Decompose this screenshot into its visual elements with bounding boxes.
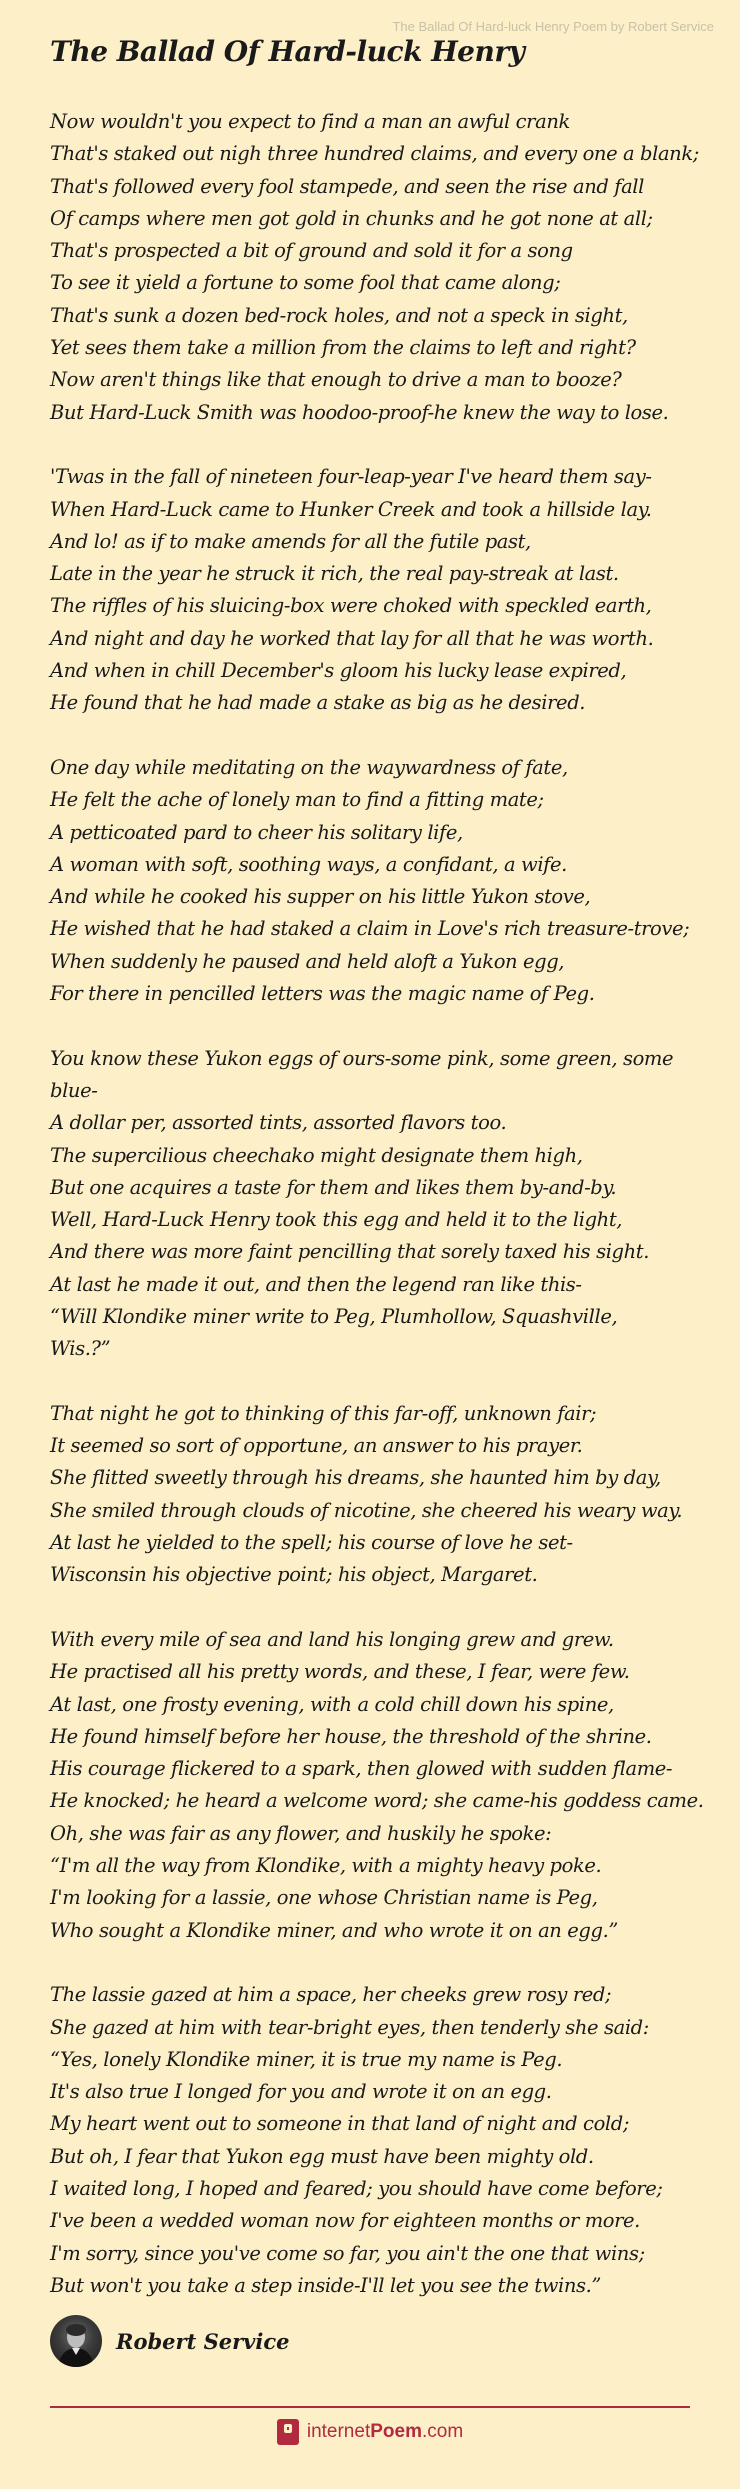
poem-stanza	[50, 461, 710, 719]
poem-stanza	[50, 752, 710, 1010]
poem-line: Yet sees them take a million from the claims to left and right?	[50, 336, 636, 360]
poem-line: The riffles of his sluicing-box were choked with speckled earth,	[50, 594, 652, 618]
poem-line: And lo! as if to make amends for all the futile past,	[50, 529, 531, 553]
poem-line: But oh, I fear that Yukon egg must have been mighty old.	[50, 2144, 594, 2168]
poem-line: With every mile of sea and land his longing grew and grew.	[50, 1627, 614, 1651]
poem-line: Well, Hard-Luck Henry took this egg and held it to the light,	[50, 1208, 623, 1232]
poem-line: But Hard-Luck Smith was hoodoo-proof-he knew the way to lose.	[50, 400, 669, 424]
poem-line: She gazed at him with tear-bright eyes, then tenderly she said:	[50, 2015, 649, 2039]
poem-line: “I'm all the way from Klondike, with a mighty heavy poke.	[50, 1854, 602, 1878]
poem-stanza	[50, 1979, 710, 2302]
footer-divider	[50, 2406, 690, 2408]
poem-line: At last, one frosty evening, with a cold chill down his spine,	[50, 1692, 614, 1716]
poem-line: At last he yielded to the spell; his course of love he set-	[50, 1531, 573, 1555]
poem-stanza	[50, 1624, 710, 1947]
poem-line: The lassie gazed at him a space, her cheeks grew rosy red;	[50, 1983, 612, 2007]
poem-line: He knocked; he heard a welcome word; she came-his goddess came.	[50, 1789, 704, 1813]
poem-line: Of camps where men got gold in chunks and he got none at all;	[50, 206, 653, 230]
poem-line: She smiled through clouds of nicotine, she cheered his weary way.	[50, 1498, 683, 1522]
poem-body	[50, 106, 710, 2302]
poem-line: Oh, she was fair as any flower, and huskily he spoke:	[50, 1821, 552, 1845]
poem-line: He felt the ache of lonely man to find a fitting mate;	[50, 788, 544, 812]
poem-line: That's prospected a bit of ground and sold it for a song	[50, 239, 573, 263]
poem-line: A woman with soft, soothing ways, a confidant, a wife.	[50, 852, 567, 876]
author-portrait-icon[interactable]	[50, 2315, 102, 2367]
poem-line: But one acquires a taste for them and likes them by-and-by.	[50, 1175, 617, 1199]
poem-line: Late in the year he struck it rich, the real pay-streak at last.	[50, 562, 619, 586]
poem-line: And night and day he worked that lay for all that he was worth.	[50, 626, 654, 650]
author-block[interactable]	[50, 2315, 290, 2367]
poem-line: I waited long, I hoped and feared; you should have come before;	[50, 2177, 663, 2200]
poem-line: But won't you take a step inside-I'll let you see the twins.”	[50, 2273, 601, 2297]
poem-stanza	[50, 1043, 710, 1366]
poem-line: He found that he had made a stake as big as he desired.	[50, 691, 586, 715]
poem-line: When Hard-Luck came to Hunker Creek and took a hillside lay.	[50, 497, 652, 521]
poem-line: Now wouldn't you expect to find a man an awful crank	[50, 110, 570, 133]
footer-brand[interactable]	[0, 2419, 740, 2445]
poem-line: You know these Yukon eggs of ours-some pink, some green, some	[50, 1046, 674, 1070]
poem-line: “Will Klondike miner write to Peg, Plumhollow, Squashville,	[50, 1304, 618, 1328]
poem-stanza	[50, 106, 710, 429]
poem-line: My heart went out to someone in that land of night and cold;	[50, 2112, 630, 2136]
poem-line: That's followed every fool stampede, and seen the rise and fall	[50, 174, 644, 198]
poem-line: I'm looking for a lassie, one whose Christian name is Peg,	[50, 1886, 598, 1910]
poem-line: I'm sorry, since you've come so far, you ain't the one that wins;	[50, 2241, 645, 2265]
poem-line: That's sunk a dozen bed-rock holes, and not a speck in sight,	[50, 303, 628, 327]
internetpoem-logo-icon[interactable]	[277, 2419, 299, 2445]
poem-line: I've been a wedded woman now for eighteen months or more.	[50, 2209, 640, 2233]
poem-line: Wisconsin his objective point; his object, Margaret.	[50, 1563, 538, 1587]
poem-line: Who sought a Klondike miner, and who wrote it on an egg.”	[50, 1918, 618, 1942]
poem-line: She flitted sweetly through his dreams, she haunted him by day,	[50, 1466, 661, 1490]
poem-line: 'Twas in the fall of nineteen four-leap-year I've heard them say-	[50, 465, 652, 489]
poem-line: When suddenly he paused and held aloft a Yukon egg,	[50, 949, 565, 973]
poem-line: Now aren't things like that enough to drive a man to booze?	[50, 368, 622, 392]
poem-line: “Yes, lonely Klondike miner, it is true my name is Peg.	[50, 2047, 563, 2071]
brand-text[interactable]: internetPoem.com	[306, 2421, 464, 2442]
poem-stanza	[50, 1398, 710, 1592]
header-credit: The Ballad Of Hard-luck Henry Poem by Robert Service	[392, 19, 714, 34]
poem-line: blue-	[50, 1078, 98, 1102]
poem-line: To see it yield a fortune to some fool that came along;	[50, 271, 561, 295]
poem-line: He practised all his pretty words, and these, I fear, were few.	[50, 1660, 630, 1684]
poem-line: At last he made it out, and then the legend ran like this-	[50, 1272, 582, 1296]
poem-line: And when in chill December's gloom his lucky lease expired,	[50, 659, 627, 683]
poem-line: And while he cooked his supper on his little Yukon stove,	[50, 885, 591, 909]
poem-line: For there in pencilled letters was the magic name of Peg.	[50, 982, 595, 1006]
poem-line: It seemed so sort of opportune, an answer to his prayer.	[50, 1434, 583, 1458]
poem-line: It's also true I longed for you and wrote it on an egg.	[50, 2080, 552, 2104]
poem-line: He found himself before her house, the threshold of the shrine.	[50, 1724, 652, 1748]
poem-line: The supercilious cheechako might designate them high,	[50, 1143, 583, 1167]
poem-line: And there was more faint pencilling that sorely taxed his sight.	[50, 1240, 650, 1264]
poem-line: A dollar per, assorted tints, assorted flavors too.	[50, 1111, 507, 1135]
poem-line: One day while meditating on the waywardness of fate,	[50, 755, 568, 779]
poem-title: The Ballad Of Hard-luck Henry	[50, 35, 525, 68]
poem-line: That night he got to thinking of this far-off, unknown fair;	[50, 1401, 597, 1425]
poem-line: His courage flickered to a spark, then glowed with sudden flame-	[50, 1757, 673, 1781]
poem-line: That's staked out nigh three hundred claims, and every one a blank;	[50, 142, 699, 166]
poem-line: A petticoated pard to cheer his solitary life,	[50, 820, 463, 844]
author-name[interactable]: Robert Service	[116, 2328, 290, 2354]
poem-line: Wis.?”	[50, 1337, 111, 1361]
poem-line: He wished that he had staked a claim in Love's rich treasure-trove;	[50, 917, 690, 941]
